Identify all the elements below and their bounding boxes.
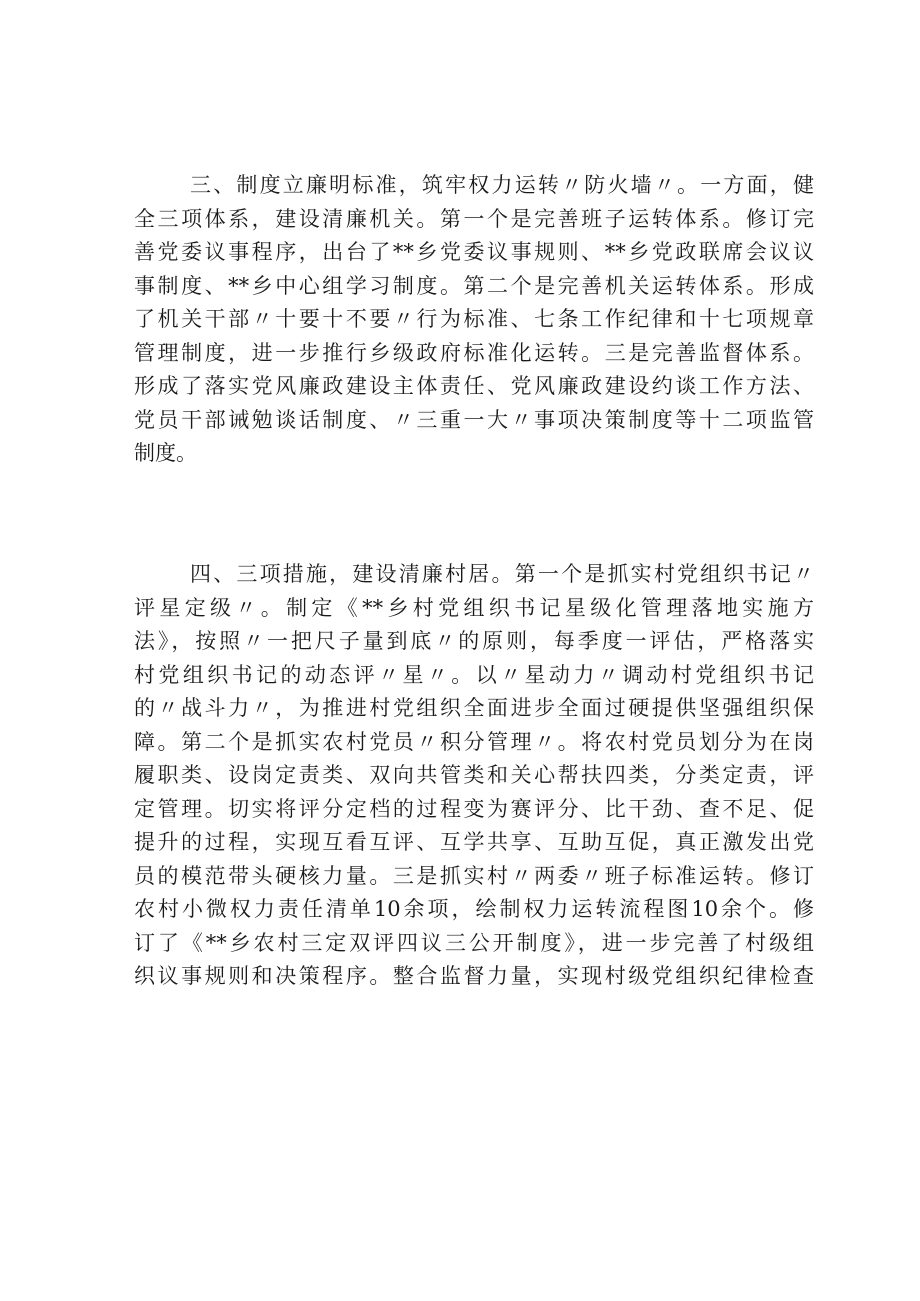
paragraph-line: 管理制度，进一步推行乡级政府标准化运转。三是完善监督体系。 bbox=[134, 340, 814, 365]
paragraph-line: 法》，按照〃一把尺子量到底〃的原则，每季度一评估，严格落实 bbox=[134, 629, 814, 653]
paragraph-line: 了机关干部〃十要十不要〃行为标准、七条工作纪律和十七项规章 bbox=[134, 307, 814, 331]
paragraph-line: 农村小微权力责任清单10余项，绘制权力运转流程图10余个。修 bbox=[134, 897, 814, 921]
paragraph-line: 四、三项措施，建设清廉村居。第一个是抓实村党组织书记〃 bbox=[190, 562, 814, 586]
paragraph-line: 障。第二个是抓实农村党员〃积分管理〃。将农村党员划分为在岗 bbox=[134, 729, 814, 754]
paragraph-line: 提升的过程，实现互看互评、互学共享、互助互促，真正激发出党 bbox=[134, 830, 814, 854]
paragraph-line: 员的模范带头硬核力量。三是抓实村〃两委〃班子标准运转。修订 bbox=[134, 863, 814, 888]
paragraph-line: 村党组织书记的动态评〃星〃。以〃星动力〃调动村党组织书记 bbox=[134, 662, 814, 687]
paragraph-clean-villages bbox=[134, 558, 814, 994]
paragraph-line: 善党委议事程序，出台了**乡党委议事规则、**乡党政联席会议议 bbox=[134, 240, 814, 264]
paragraph-line: 全三项体系，建设清廉机关。第一个是完善班子运转体系。修订完 bbox=[134, 206, 814, 231]
paragraph-institutional-integrity bbox=[134, 169, 814, 471]
paragraph-line: 定管理。切实将评分定档的过程变为赛评分、比干劲、查不足、促 bbox=[134, 796, 814, 821]
paragraph-line: 订了《**乡农村三定双评四议三公开制度》，进一步完善了村级组 bbox=[134, 930, 814, 955]
paragraph-line: 的〃战斗力〃，为推进村党组织全面进步全面过硬提供坚强组织保 bbox=[134, 696, 814, 720]
paragraph-line: 党员干部诫勉谈话制度、〃三重一大〃事项决策制度等十二项监管 bbox=[134, 407, 814, 432]
paragraph-line: 事制度、**乡中心组学习制度。第二个是完善机关运转体系。形成 bbox=[134, 273, 814, 298]
paragraph-line: 三、制度立廉明标准，筑牢权力运转〃防火墙〃。一方面，健 bbox=[190, 173, 814, 197]
paragraph-line: 制度。 bbox=[134, 441, 197, 465]
paragraph-line: 织议事规则和决策程序。整合监督力量，实现村级党组织纪律检查 bbox=[134, 964, 814, 988]
paragraph-line: 形成了落实党风廉政建设主体责任、党风廉政建设约谈工作方法、 bbox=[134, 374, 814, 398]
paragraph-line: 评星定级〃。制定《**乡村党组织书记星级化管理落地实施方 bbox=[134, 595, 814, 620]
paragraph-line: 履职类、设岗定责类、双向共管类和关心帮扶四类，分类定责，评 bbox=[134, 763, 814, 787]
